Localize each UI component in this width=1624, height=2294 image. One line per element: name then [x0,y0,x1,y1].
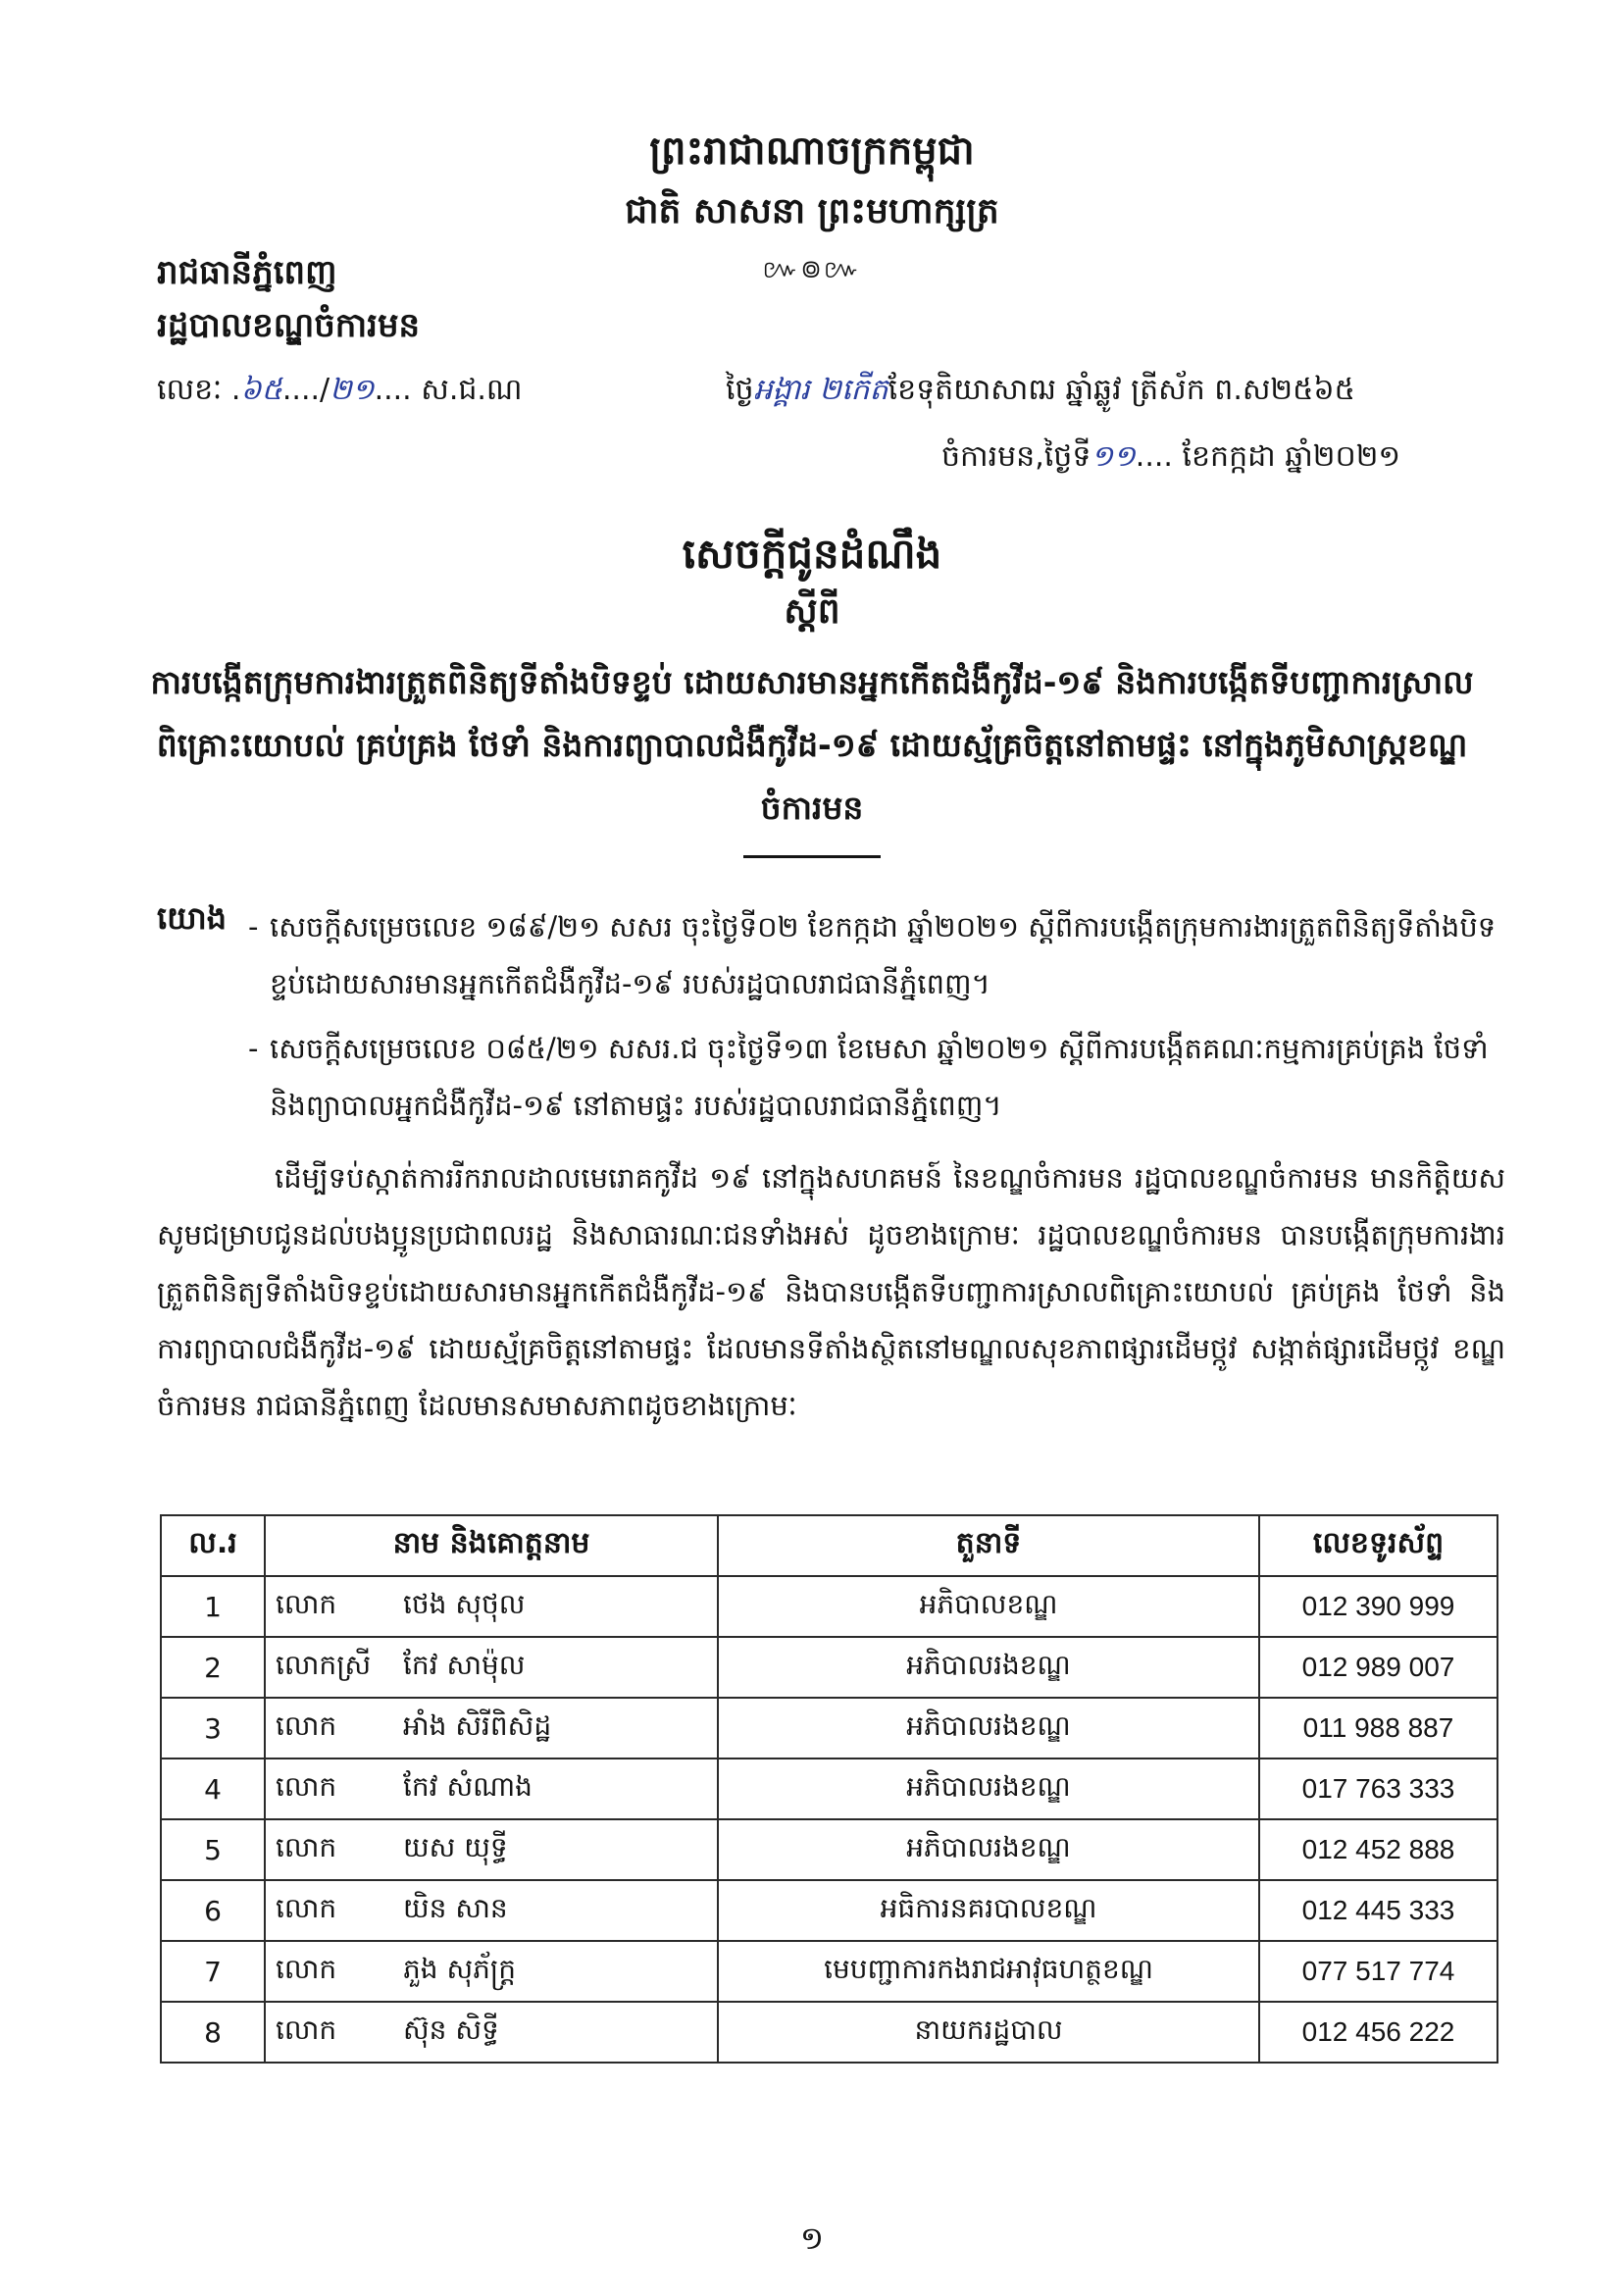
row-number: 2 [161,1637,265,1698]
row-name: កែវ សាម៉ុល [403,1648,526,1681]
row-position: អធិការនគរបាលខណ្ឌ [718,1880,1259,1941]
table-row [161,1576,1497,1637]
notice-regarding: ស្តីពី [784,591,840,632]
row-honorific: លោក [276,2013,337,2046]
row-honorific: លោក [276,1830,337,1863]
bullet-dash: - [248,1032,259,1065]
ref-dots: .... [374,373,422,407]
col-header-phone: លេខទូរស័ព្ទ [1259,1515,1497,1576]
row-phone: 017 763 333 [1259,1759,1497,1819]
issuer-district: រដ្ឋបាលខណ្ឌចំការមន [157,306,421,345]
ref-year-handwritten: ២១ [330,373,375,407]
row-position: អភិបាលខណ្ឌ [718,1576,1259,1637]
solar-dots: .... [1135,439,1183,474]
table-row [161,1819,1497,1880]
row-phone: 011 988 887 [1259,1698,1497,1759]
row-honorific: លោក [276,1891,337,1924]
solar-day-handwritten: ១១ [1091,439,1136,474]
row-position: អភិបាលរងខណ្ឌ [718,1637,1259,1698]
row-honorific: លោក [276,1587,337,1620]
row-name: ថេង សុថុល [403,1587,526,1620]
notice-subject: ការបង្កើតក្រុមការងារត្រួតពិនិត្យទីតាំងបិទខ្ទប់ ដោយសារមានអ្នកកើតជំងឺកូវីដ-១៩ និងការបង្កើតទីបញ្ជាការស្រាលពិគ្រោះយោបល់ គ្រប់គ្រង ថែទាំ និងការព្យាបាលជំងឺកូវីដ-១៩ ដោយស្ម័គ្រចិត្តនៅតាមផ្ទះ នៅក្នុងភូមិសាស្ត្រខណ្ឌចំការមន [150,663,1474,827]
row-position: មេបញ្ជាការកងរាជអាវុធហត្ថខណ្ឌ [718,1941,1259,2002]
row-position: អភិបាលរងខណ្ឌ [718,1819,1259,1880]
table-row [161,1880,1497,1941]
table-header-row [161,1515,1497,1576]
row-number: 3 [161,1698,265,1759]
row-name: កែវ សំណាង [403,1769,533,1803]
table-row [161,1941,1497,2002]
page-number: ១ [799,2219,825,2257]
row-number: 7 [161,1941,265,2002]
col-header-position: តួនាទី [718,1515,1259,1576]
reference-text: សេចក្តីសម្រេចលេខ ០៨៥/២១ សសរ.ជ ចុះថ្ងៃទី១៣ ខែមេសា ឆ្នាំ២០២១ ស្តីពីការបង្កើតគណៈកម្មការគ្រប់គ្រង ថែទាំ និងព្យាបាលអ្នកជំងឺកូវីដ-១៩ នៅតាមផ្ទះ របស់រដ្ឋបាលរាជធានីភ្នំពេញ។ [270,1032,1489,1122]
row-name-cell [265,1576,718,1637]
ref-dots: ..../ [281,373,330,407]
row-name-cell [265,1759,718,1819]
row-phone: 012 989 007 [1259,1637,1497,1698]
row-number: 4 [161,1759,265,1819]
row-number: 1 [161,1576,265,1637]
row-phone: 012 452 888 [1259,1819,1497,1880]
lunar-date [726,371,1355,414]
row-position: អភិបាលរងខណ្ឌ [718,1698,1259,1759]
bullet-dash: - [248,910,259,943]
row-phone: 012 390 999 [1259,1576,1497,1637]
reference-number [157,371,523,414]
ref-number-handwritten: ៦៥ [240,373,282,407]
ref-prefix: លេខៈ [157,373,223,407]
row-name: យិន សាន [403,1891,508,1924]
row-honorific: លោក [276,1708,337,1742]
row-phone: 012 456 222 [1259,2002,1497,2063]
lunar-rest: ខែទុតិយាសាឍ ឆ្នាំឆ្លូវ ត្រីស័ក ព.ស២៥៦៥ [888,373,1355,407]
row-name-cell [265,1880,718,1941]
ref-dots: . [230,373,241,407]
col-header-number: ល.រ [161,1515,265,1576]
ref-suffix: ស.ជ.ណ [421,373,523,407]
reference-item [248,898,1500,1012]
row-name-cell [265,1819,718,1880]
staff-table [160,1514,1498,2064]
table-row [161,1698,1497,1759]
row-name: ភួង សុភ័ក្រ្ត [403,1952,516,1985]
kingdom-heading: ព្រះរាជាណាចក្រកម្ពុជា [649,128,975,174]
row-number: 8 [161,2002,265,2063]
row-name-cell [265,1941,718,2002]
table-row [161,1759,1497,1819]
row-name-cell [265,1698,718,1759]
row-name-cell [265,1637,718,1698]
row-name: ស៊ុន សិទ្ធី [403,2013,499,2046]
references-label: យោង [157,899,228,937]
row-phone: 077 517 774 [1259,1941,1497,2002]
row-number: 6 [161,1880,265,1941]
table-row [161,1637,1497,1698]
ornament-symbol: ៚៙៚ [762,255,862,284]
title-divider [743,855,881,858]
col-header-name: នាម និងគោត្តនាម [265,1515,718,1576]
reference-text: សេចក្តីសម្រេចលេខ ១៨៩/២១ សសរ ចុះថ្ងៃទី០២ ខែកក្កដា ឆ្នាំ២០២១ ស្តីពីការបង្កើតក្រុមការងារត្រួតពិនិត្យទីតាំងបិទខ្ទប់ដោយសារមានអ្នកកើតជំងឺកូវីដ-១៩ របស់រដ្ឋបាលរាជធានីភ្នំពេញ។ [270,910,1497,1000]
row-honorific: លោក [276,1769,337,1803]
row-phone: 012 445 333 [1259,1880,1497,1941]
reference-item [248,1020,1500,1134]
row-name: យស យុទ្ធី [403,1830,508,1863]
solar-date [941,437,1400,481]
row-name-cell [265,2002,718,2063]
row-position: អភិបាលរងខណ្ឌ [718,1759,1259,1819]
lunar-prefix: ថ្ងៃ [726,373,754,407]
issuer-capital: រាជធានីភ្នំពេញ [157,253,337,292]
row-position: នាយករដ្ឋបាល [718,2002,1259,2063]
row-honorific: លោក [276,1952,337,1985]
solar-rest: ខែកក្កដា ឆ្នាំ២០២១ [1182,439,1401,474]
body-paragraph: ដើម្បីទប់ស្កាត់ការរីករាលដាលមេរោគកូវីដ ១៩ នៅក្នុងសហគមន៍ នៃខណ្ឌចំការមន រដ្ឋបាលខណ្ឌចំការមន មានកិត្តិយសសូមជម្រាបជូនដល់បងប្អូនប្រជាពលរដ្ឋ និងសាធារណៈជនទាំងអស់ ដូចខាងក្រោមៈ រដ្ឋបាលខណ្ឌចំការមន បានបង្កើតក្រុមការងារត្រួតពិនិត្យទីតាំងបិទខ្ទប់ដោយសារមានអ្នកកើតជំងឺកូវីដ-១៩ និងបានបង្កើតទីបញ្ជាការស្រាលពិគ្រោះយោបល់ គ្រប់គ្រង ថែទាំ និងការព្យាបាលជំងឺកូវីដ-១៩ ដោយស្ម័គ្រចិត្តនៅតាមផ្ទះ ដែលមានទីតាំងស្ថិតនៅមណ្ឌលសុខភាពផ្សារដើមថ្កូវ សង្កាត់ផ្សារដើមថ្កូវ ខណ្ឌចំការមន រាជធានីភ្នំពេញ ដែលមានសមាសភាពដូចខាងក្រោមៈ [157,1161,1505,1422]
table-row [161,2002,1497,2063]
lunar-day-handwritten: អង្គារ ២កើត [753,373,888,407]
row-name: អាំង សិរីពិសិដ្ឋ [403,1708,552,1742]
row-honorific: លោកស្រី [276,1648,372,1681]
national-motto: ជាតិ សាសនា ព្រះមហាក្សត្រ [625,191,999,231]
row-number: 5 [161,1819,265,1880]
notice-title: សេចក្តីជូនដំណឹង [682,530,942,578]
solar-prefix: ចំការមន,ថ្ងៃទី [941,439,1091,474]
